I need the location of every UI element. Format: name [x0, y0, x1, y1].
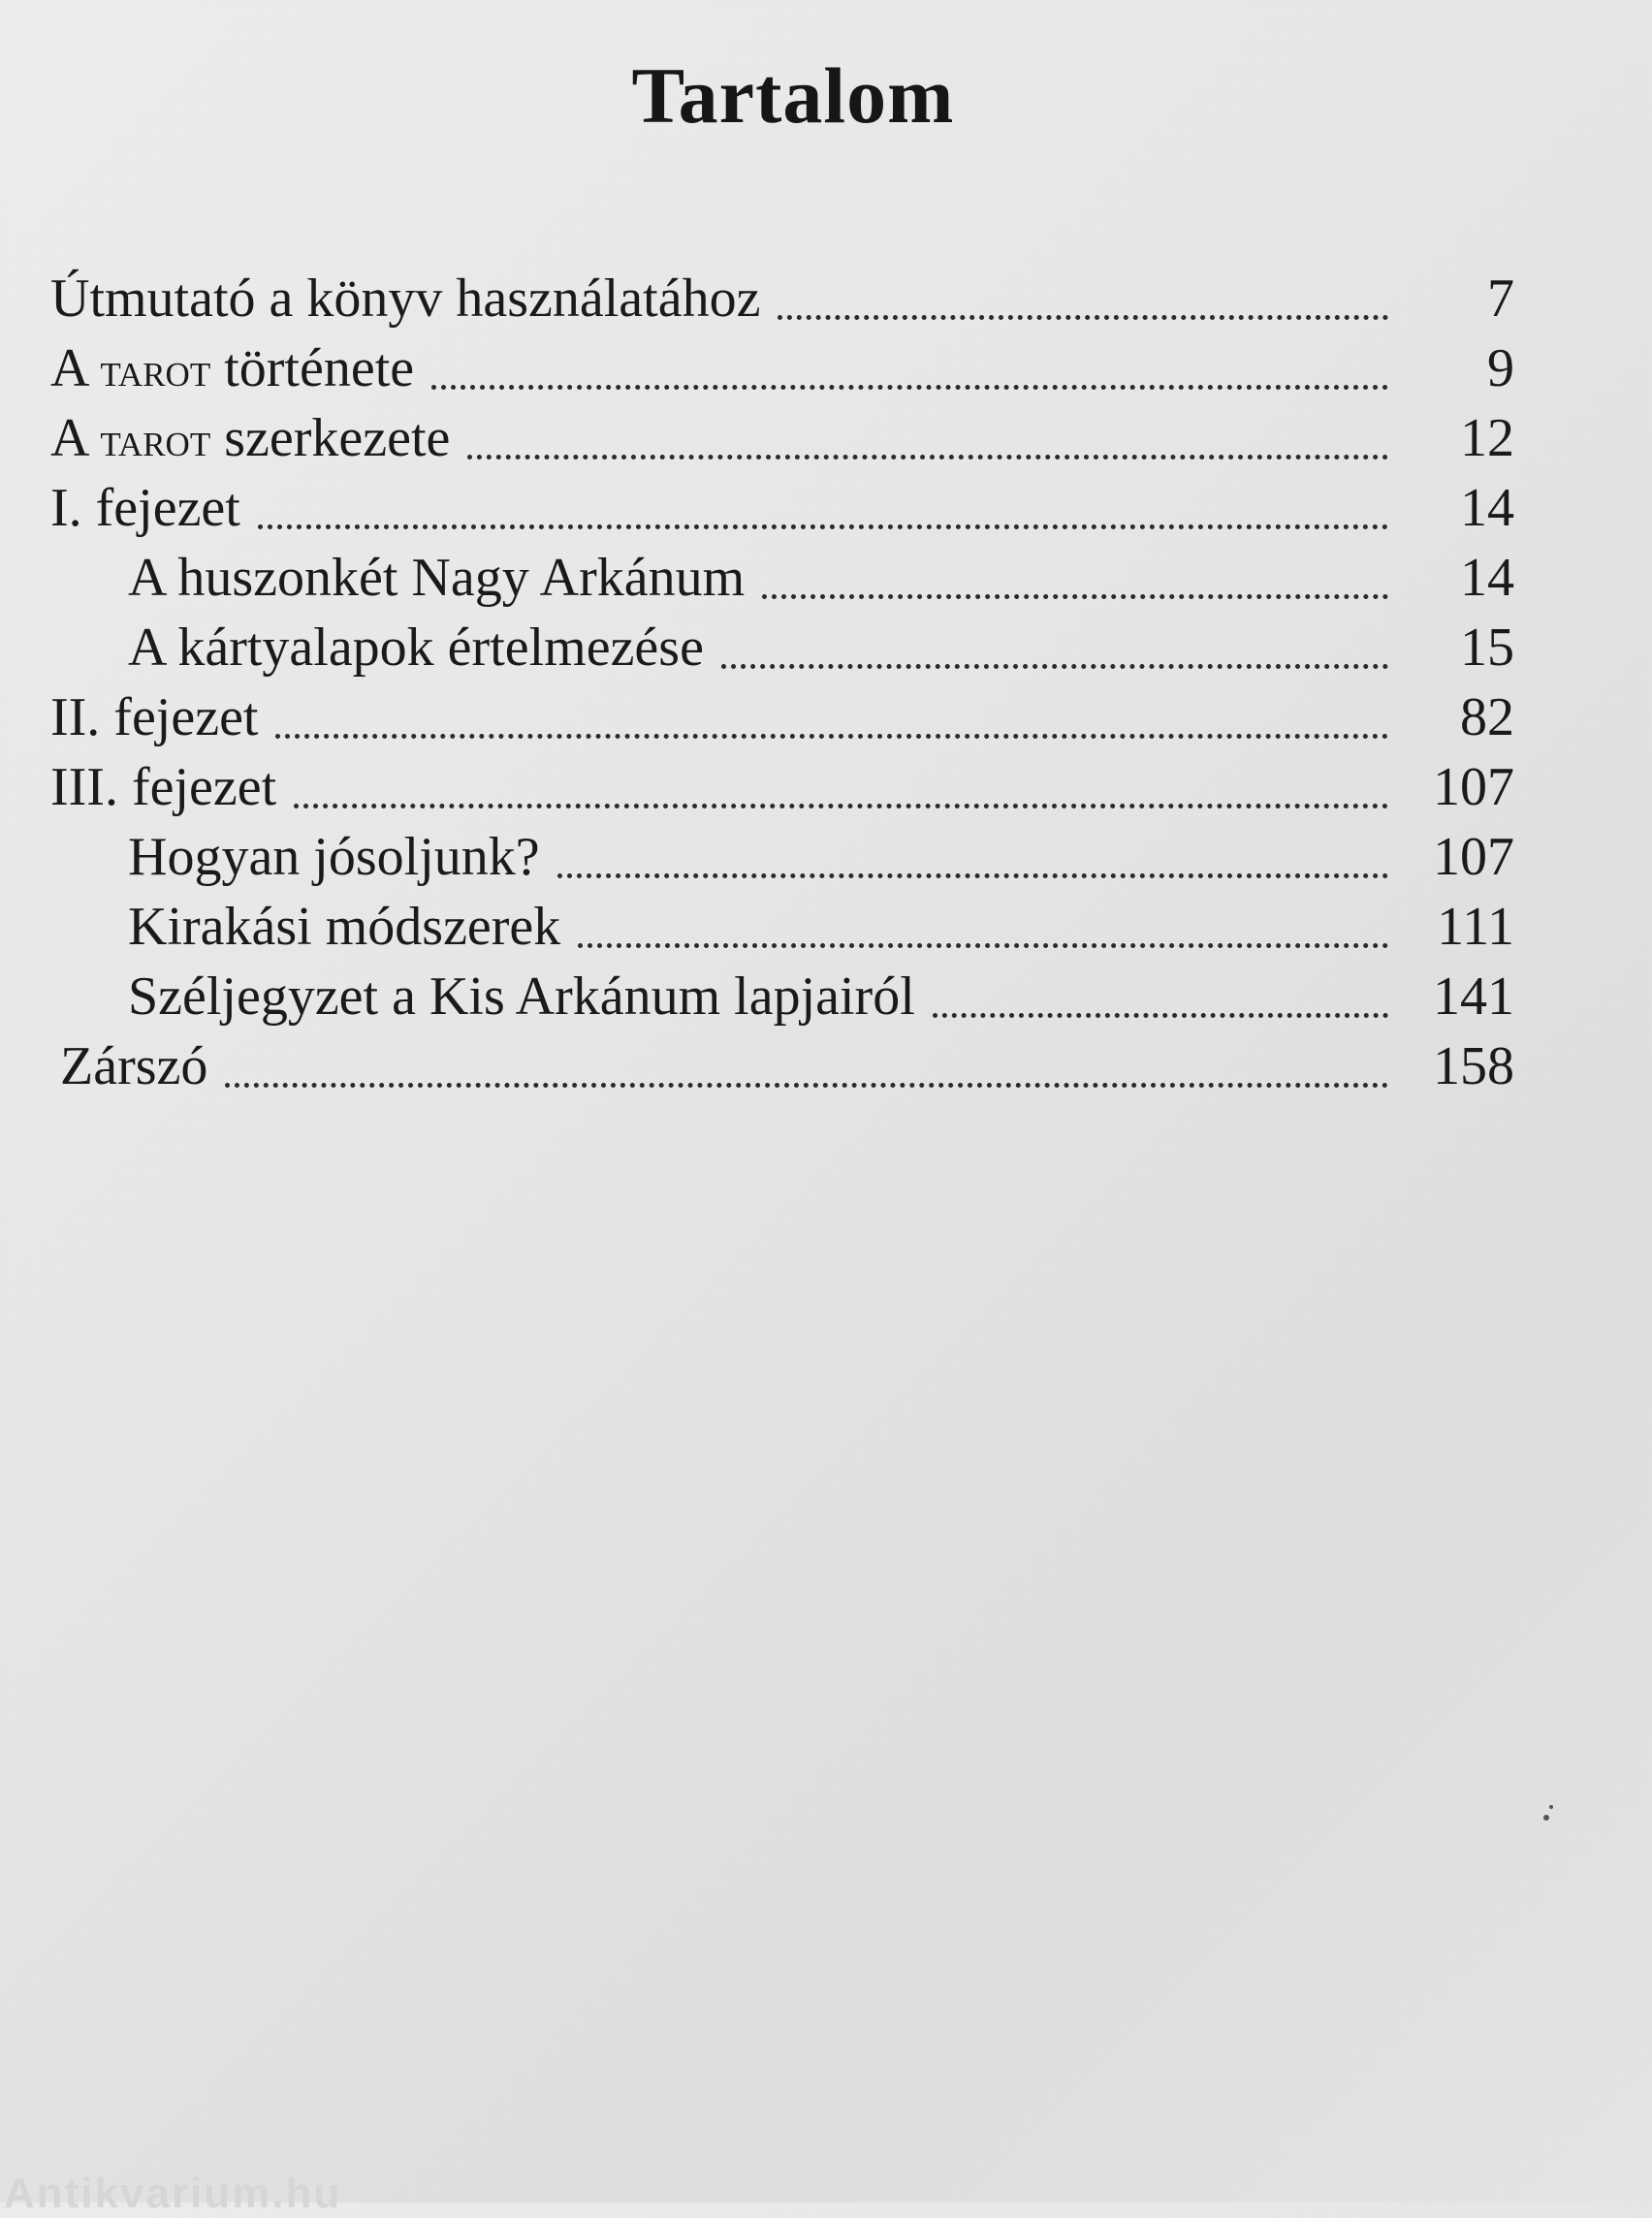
toc-entry-nagy-arkanum [50, 543, 1514, 613]
dot-leader [762, 594, 1388, 599]
watermark: Antikvarium.hu [4, 2170, 342, 2217]
toc-entry-hogyan-josoljunk [50, 822, 1514, 892]
paper-speck [1549, 1805, 1553, 1809]
toc-entry-tarot-tortenete [50, 333, 1514, 403]
toc-page-number: 7 [1487, 269, 1514, 329]
dot-leader [578, 943, 1388, 948]
toc-entry-label: A kártyalapok értelmezése [128, 618, 704, 678]
dot-leader [933, 1013, 1388, 1018]
page-title: Tartalom [631, 51, 955, 140]
toc-page-number: 82 [1460, 687, 1514, 747]
dot-leader [275, 734, 1388, 739]
dot-leader [225, 1083, 1388, 1088]
toc-page-number: 141 [1433, 966, 1514, 1027]
dot-leader [557, 873, 1388, 878]
toc-entry-chapter-3 [50, 752, 1514, 822]
toc-entry-label: Széljegyzet a Kis Arkánum lapjairól [128, 966, 915, 1027]
toc-page-number: 9 [1487, 338, 1514, 398]
dot-leader [467, 455, 1388, 459]
toc-entry-kartyalapok [50, 613, 1514, 682]
dot-leader [778, 315, 1388, 320]
toc-entry-chapter-2 [50, 682, 1514, 752]
dot-leader [431, 385, 1388, 390]
toc-entry-label: A tarot története [50, 338, 415, 398]
toc-entry-label: Hogyan jósoljunk? [128, 827, 540, 887]
toc-entry-chapter-1 [50, 473, 1514, 543]
toc-entry-utmutato [50, 264, 1514, 333]
dot-leader [258, 524, 1388, 529]
table-of-contents [50, 264, 1514, 1101]
toc-entry-szeljegyzet [50, 962, 1514, 1031]
toc-page-number: 111 [1437, 897, 1514, 957]
toc-page-number: 107 [1433, 757, 1514, 817]
dot-leader [721, 664, 1388, 669]
toc-page-number: 158 [1433, 1036, 1514, 1096]
toc-entry-zarszo [50, 1031, 1514, 1101]
paper-speck [1543, 1815, 1549, 1821]
dot-leader [294, 804, 1388, 808]
toc-page-number: 14 [1460, 548, 1514, 608]
toc-entry-label: I. fejezet [50, 478, 240, 538]
toc-page-number: 12 [1460, 408, 1514, 468]
toc-entry-label: II. fejezet [50, 687, 259, 747]
toc-page-number: 15 [1460, 618, 1514, 678]
toc-page-number: 14 [1460, 478, 1514, 538]
toc-entry-label: III. fejezet [50, 757, 277, 817]
toc-entry-label: A tarot szerkezete [50, 408, 451, 468]
toc-entry-label: Útmutató a könyv használatához [50, 269, 761, 329]
toc-entry-kirakasi-modszerek [50, 892, 1514, 962]
toc-entry-label: Zárszó [60, 1036, 208, 1096]
toc-page-number: 107 [1433, 827, 1514, 887]
toc-entry-label: A huszonkét Nagy Arkánum [128, 548, 746, 608]
toc-entry-tarot-szerkezete [50, 403, 1514, 473]
toc-entry-label: Kirakási módszerek [128, 897, 561, 957]
